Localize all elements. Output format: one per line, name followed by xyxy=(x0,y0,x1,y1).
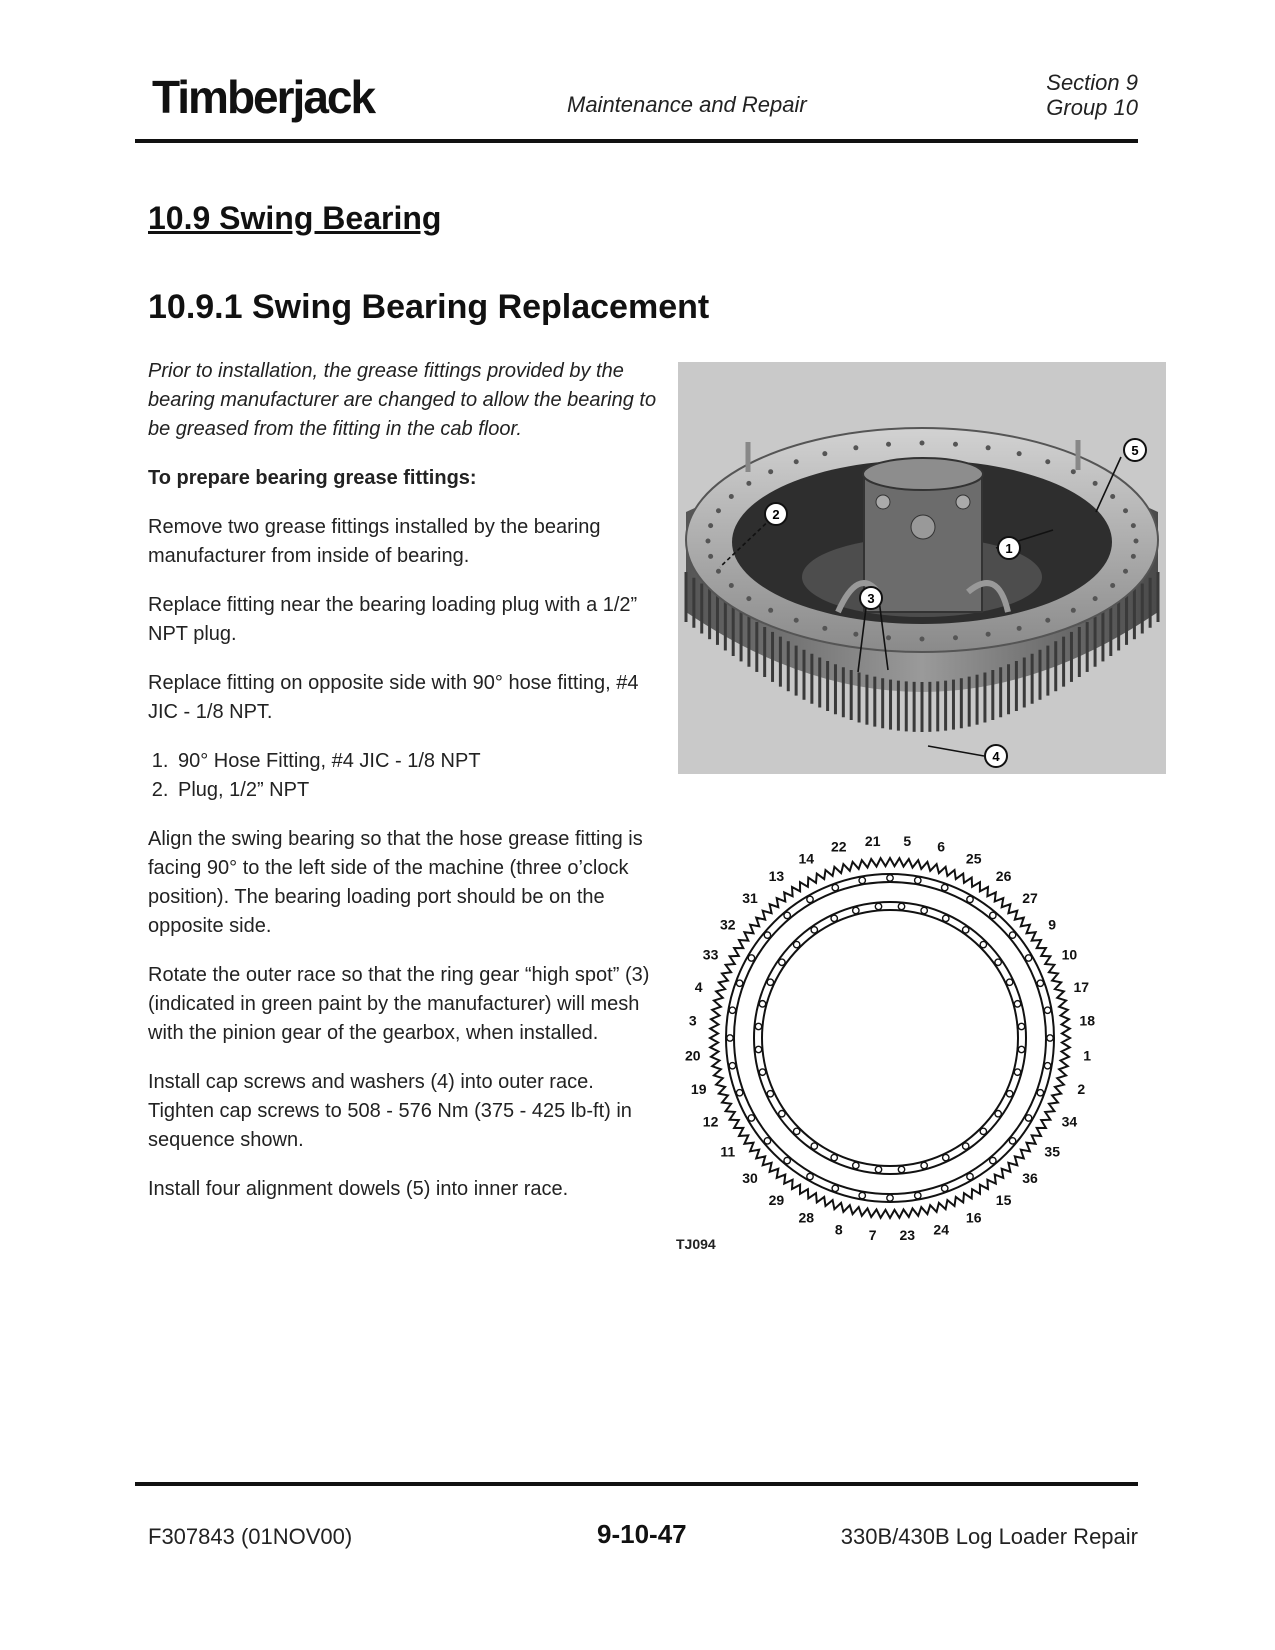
callout-1-label: 1 xyxy=(1005,541,1013,556)
bolt-hole xyxy=(898,903,904,909)
bolt-sequence-label: 23 xyxy=(899,1227,916,1244)
bolt-sequence-label: 21 xyxy=(864,832,881,849)
bolt-hole xyxy=(915,1192,921,1198)
callout-5 xyxy=(1124,439,1146,461)
bolt-hole xyxy=(990,1157,996,1163)
step-paragraph: Install cap screws and washers (4) into outer race. Tighten cap screws to 508 - 576 Nm (375 - 425 lb-ft) in sequence shown. xyxy=(148,1071,632,1151)
bolt-hole xyxy=(767,1091,773,1097)
bolt-sequence-diagram xyxy=(678,826,1118,1256)
section-heading: 10.9 Swing Bearing xyxy=(148,200,442,236)
bolt-hole xyxy=(1014,1069,1020,1075)
bolt-hole xyxy=(1014,1001,1020,1007)
bolt-hole xyxy=(875,903,881,909)
bolt-hole xyxy=(980,941,986,947)
bolt-hole xyxy=(980,1128,986,1134)
bolt-hole xyxy=(1009,1138,1015,1144)
bolt-sequence-label: 36 xyxy=(1022,1170,1038,1186)
bolt-hole xyxy=(875,1166,881,1172)
bolt-sequence-label: 10 xyxy=(1061,946,1078,963)
bolt-sequence-label: 35 xyxy=(1044,1143,1060,1160)
bolt-sequence-label: 1 xyxy=(1083,1047,1092,1064)
bolt-hole xyxy=(831,915,837,921)
intro-paragraph: Prior to installation, the grease fittings provided by the bearing manufacturer are changed to allow the bearing to be greased from the fitting in the cab floor. xyxy=(148,360,657,440)
footer-rule xyxy=(135,1482,1138,1486)
bolt-hole xyxy=(807,1173,813,1179)
bolt-sequence-label: 14 xyxy=(798,850,815,867)
bolt-hole xyxy=(1037,1090,1043,1096)
bolt-hole xyxy=(859,1192,865,1198)
step-paragraph: Remove two grease fittings installed by the bearing manufacturer from inside of bearing. xyxy=(148,516,601,567)
bolt-hole xyxy=(1037,980,1043,986)
bolt-sequence-label: 33 xyxy=(702,946,719,963)
bolt-hole xyxy=(736,1090,742,1096)
bolt-hole xyxy=(963,927,969,933)
header-subject: Maintenance and Repair xyxy=(567,92,807,117)
bolt-sequence-label: 28 xyxy=(798,1209,815,1226)
section-reference xyxy=(1000,70,1138,120)
bolt-hole xyxy=(1009,932,1015,938)
step-paragraph: Align the swing bearing so that the hose grease fitting is facing 90° to the left side of the machine (three o’clock position). The bearing loading port should be on the opposite side. xyxy=(148,828,643,937)
manual-title: 330B/430B Log Loader Repair xyxy=(840,1524,1138,1549)
step-paragraph: Rotate the outer race so that the ring gear “high spot” (3) (indicated in green paint by the manufacturer) will mesh with the pinion gear of the gearbox, when installed. xyxy=(148,964,650,1044)
bolt-sequence-label: 13 xyxy=(768,867,785,884)
parts-list xyxy=(148,747,658,805)
bolt-sequence-label: 9 xyxy=(1048,916,1057,933)
ring-gear xyxy=(710,858,1070,1218)
bolt-sequence-label: 32 xyxy=(720,916,736,933)
bolt-hole xyxy=(764,932,770,938)
bolt-hole xyxy=(921,1162,927,1168)
bolt-hole xyxy=(887,1195,893,1201)
bolt-hole xyxy=(736,980,742,986)
bolt-sequence-label: 20 xyxy=(685,1047,701,1064)
bolt-hole xyxy=(1044,1063,1050,1069)
bolt-hole xyxy=(990,912,996,918)
bolt-hole xyxy=(1006,979,1012,985)
bolt-sequence-label: 24 xyxy=(933,1221,949,1238)
bolt-sequence-label: 6 xyxy=(937,838,946,855)
bolt-hole xyxy=(967,896,973,902)
bolt-hole xyxy=(784,912,790,918)
callout-5-label: 5 xyxy=(1131,443,1139,458)
race-circle-1 xyxy=(726,874,1057,1202)
callout-2 xyxy=(765,503,787,525)
subsection-heading: 10.9.1 Swing Bearing Replacement xyxy=(148,288,710,326)
step-paragraph: Replace fitting near the bearing loading plug with a 1/2” NPT plug. xyxy=(148,594,638,645)
bolt-sequence-label: 18 xyxy=(1079,1012,1095,1029)
bolt-hole xyxy=(942,884,948,890)
race-circle-2 xyxy=(734,882,1046,1194)
body-text xyxy=(148,357,658,1224)
callout-4 xyxy=(985,745,1007,767)
bolt-hole xyxy=(779,1111,785,1117)
bolt-hole xyxy=(793,941,799,947)
bolt-hole xyxy=(729,1007,735,1013)
callout-3-label: 3 xyxy=(867,591,875,606)
bolt-sequence-label: 25 xyxy=(965,850,982,867)
bolt-hole xyxy=(748,1115,754,1121)
bolt-hole xyxy=(859,877,865,883)
callout-4-label: 4 xyxy=(992,749,1000,764)
bolt-hole xyxy=(942,1185,948,1191)
bolt-sequence-label: 26 xyxy=(995,867,1012,884)
bolt-hole xyxy=(967,1173,973,1179)
bolt-hole xyxy=(853,1162,859,1168)
bolt-hole xyxy=(853,907,859,913)
bolt-hole xyxy=(764,1138,770,1144)
callout-2-label: 2 xyxy=(772,507,780,522)
bolt-sequence-label: 2 xyxy=(1077,1081,1086,1098)
bolt-hole xyxy=(1025,1115,1031,1121)
bolt-sequence-label: 31 xyxy=(742,890,758,906)
swing-bearing-photo xyxy=(678,362,1166,774)
bolt-sequence-label: 17 xyxy=(1073,978,1090,995)
figure-id: TJ094 xyxy=(676,1236,716,1252)
bolt-hole xyxy=(995,1111,1001,1117)
bolt-sequence-label: 5 xyxy=(903,832,912,849)
bolt-hole xyxy=(793,1128,799,1134)
bolt-sequence-label: 3 xyxy=(688,1012,697,1029)
bolt-hole xyxy=(759,1069,765,1075)
bolt-hole xyxy=(755,1023,761,1029)
bolt-sequence-label: 34 xyxy=(1061,1113,1078,1130)
callout-3 xyxy=(860,587,882,609)
bolt-hole xyxy=(832,884,838,890)
page-number: 9-10-47 xyxy=(597,1519,687,1549)
bolt-sequence-label: 12 xyxy=(702,1113,719,1130)
group-label: Group 10 xyxy=(1046,95,1138,120)
bolt-hole xyxy=(921,907,927,913)
bolt-hole xyxy=(767,979,773,985)
bolt-hole xyxy=(943,915,949,921)
bolt-sequence-label: 27 xyxy=(1022,890,1038,906)
bolt-hole xyxy=(755,1046,761,1052)
list-item: 1. 90° Hose Fitting, #4 JIC - 1/8 NPT xyxy=(174,747,658,776)
bolt-hole xyxy=(887,875,893,881)
bolt-hole xyxy=(963,1143,969,1149)
bolt-hole xyxy=(1018,1046,1024,1052)
bolt-sequence-label: 4 xyxy=(694,978,703,995)
section-label: Section 9 xyxy=(1046,70,1138,95)
step-paragraph: Replace fitting on opposite side with 90° hose fitting, #4 JIC - 1/8 NPT. xyxy=(148,672,639,723)
bolt-hole xyxy=(915,877,921,883)
bolt-hole xyxy=(898,1166,904,1172)
procedure-subhead: To prepare bearing grease fittings: xyxy=(148,467,477,489)
bolt-sequence-label: 19 xyxy=(690,1081,707,1098)
bolt-hole xyxy=(831,1154,837,1160)
bolt-hole xyxy=(729,1063,735,1069)
bolt-hole xyxy=(1025,955,1031,961)
bolt-hole xyxy=(995,959,1001,965)
bolt-hole xyxy=(1006,1091,1012,1097)
bolt-hole xyxy=(1044,1007,1050,1013)
callout-1 xyxy=(998,537,1020,559)
document-number: F307843 (01NOV00) xyxy=(148,1524,353,1549)
bolt-hole xyxy=(748,955,754,961)
race-circle-4 xyxy=(762,910,1018,1166)
bolt-hole xyxy=(811,927,817,933)
brand-logo: Timberjack xyxy=(152,71,375,123)
bolt-hole xyxy=(1047,1035,1053,1041)
list-item: 2. Plug, 1/2” NPT xyxy=(174,776,658,805)
bolt-hole xyxy=(727,1035,733,1041)
bolt-sequence-label: 7 xyxy=(868,1227,877,1244)
bolt-hole xyxy=(779,959,785,965)
bolt-sequence-label: 11 xyxy=(720,1143,736,1160)
bolt-hole xyxy=(759,1001,765,1007)
bolt-sequence-label: 30 xyxy=(742,1170,758,1186)
bolt-hole xyxy=(811,1143,817,1149)
bolt-hole xyxy=(1018,1023,1024,1029)
bolt-sequence-label: 16 xyxy=(965,1209,982,1226)
bolt-sequence-label: 22 xyxy=(831,838,847,855)
bolt-hole xyxy=(807,896,813,902)
step-paragraph: Install four alignment dowels (5) into inner race. xyxy=(148,1178,569,1200)
bolt-sequence-label: 8 xyxy=(834,1221,843,1238)
bolt-hole xyxy=(832,1185,838,1191)
bolt-hole xyxy=(943,1154,949,1160)
bolt-sequence-label: 29 xyxy=(768,1192,785,1209)
bolt-sequence-label: 15 xyxy=(995,1192,1012,1209)
header-rule xyxy=(135,139,1138,143)
bolt-hole xyxy=(784,1157,790,1163)
